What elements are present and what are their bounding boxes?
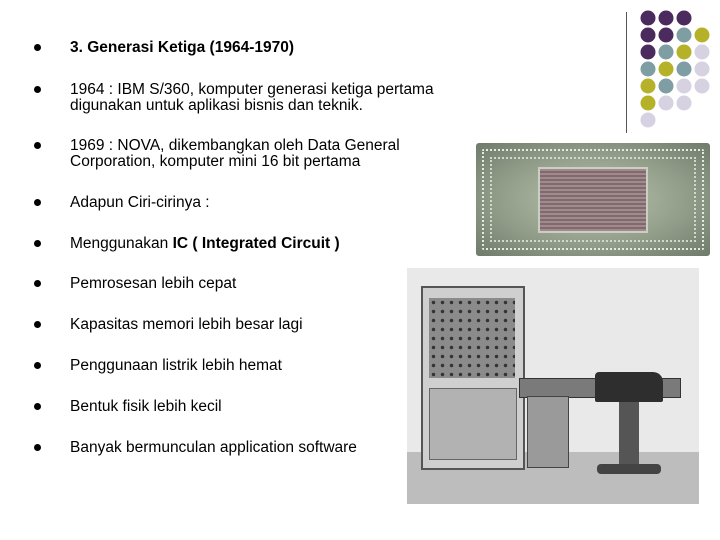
bullet-icon [34, 199, 41, 206]
bullet-icon [34, 444, 41, 451]
ibm-s360-computer-photo [407, 268, 699, 504]
decor-dot [641, 96, 656, 111]
decor-dot [677, 28, 692, 43]
decor-dot [641, 62, 656, 77]
decor-dot [659, 62, 674, 77]
list-item-text: Banyak bermunculan application software [70, 439, 357, 456]
decor-dot [695, 45, 710, 60]
bullet-icon [34, 321, 41, 328]
list-item-line: Corporation, komputer mini 16 bit pertama [70, 152, 361, 170]
decorative-dot-grid [0, 0, 720, 140]
list-item-line: 1964 : IBM S/360, komputer generasi ketiga pertama [70, 81, 434, 98]
list-item-text: 3. Generasi Ketiga (1964-1970) [70, 39, 295, 56]
decor-dot [659, 96, 674, 111]
decor-dot [659, 11, 674, 26]
decor-dot [641, 28, 656, 43]
decor-dot [641, 11, 656, 26]
bullet-icon [34, 362, 41, 369]
bullet-icon [34, 403, 41, 410]
decorative-divider [626, 12, 627, 133]
decor-dot [659, 28, 674, 43]
list-item-text: Adapun Ciri-cirinya : [70, 194, 210, 211]
bullet-icon [34, 142, 41, 149]
list-item-text [70, 236, 340, 252]
list-item-text: Bentuk fisik lebih kecil [70, 398, 222, 415]
decor-dot [641, 45, 656, 60]
list-item-text [70, 82, 434, 113]
bullet-icon [34, 240, 41, 247]
bullet-icon [34, 44, 41, 51]
bullet-icon [34, 86, 41, 93]
list-item-line: digunakan untuk aplikasi bisnis dan teknik. [70, 96, 363, 114]
decor-dot [695, 62, 710, 77]
list-item-text: Pemrosesan lebih cepat [70, 275, 237, 292]
list-item-line: 1969 : NOVA, dikembangkan oleh Data General [70, 137, 400, 154]
decor-dot [677, 11, 692, 26]
decor-dot [695, 79, 710, 94]
decor-dot [695, 28, 710, 43]
integrated-circuit-photo [476, 143, 710, 256]
list-item-prefix: Menggunakan [70, 235, 173, 252]
decor-dot [641, 113, 656, 128]
list-item-bold: IC ( Integrated Circuit ) [172, 235, 340, 252]
decor-dot [677, 45, 692, 60]
list-item-text: Penggunaan listrik lebih hemat [70, 357, 282, 374]
decor-dot [641, 79, 656, 94]
list-item-text: Kapasitas memori lebih besar lagi [70, 316, 303, 333]
decor-dot [677, 79, 692, 94]
decor-dot [659, 45, 674, 60]
decor-dot [677, 62, 692, 77]
decor-dot [677, 96, 692, 111]
list-item-text [70, 138, 400, 169]
bullet-icon [34, 280, 41, 287]
decor-dot [659, 79, 674, 94]
